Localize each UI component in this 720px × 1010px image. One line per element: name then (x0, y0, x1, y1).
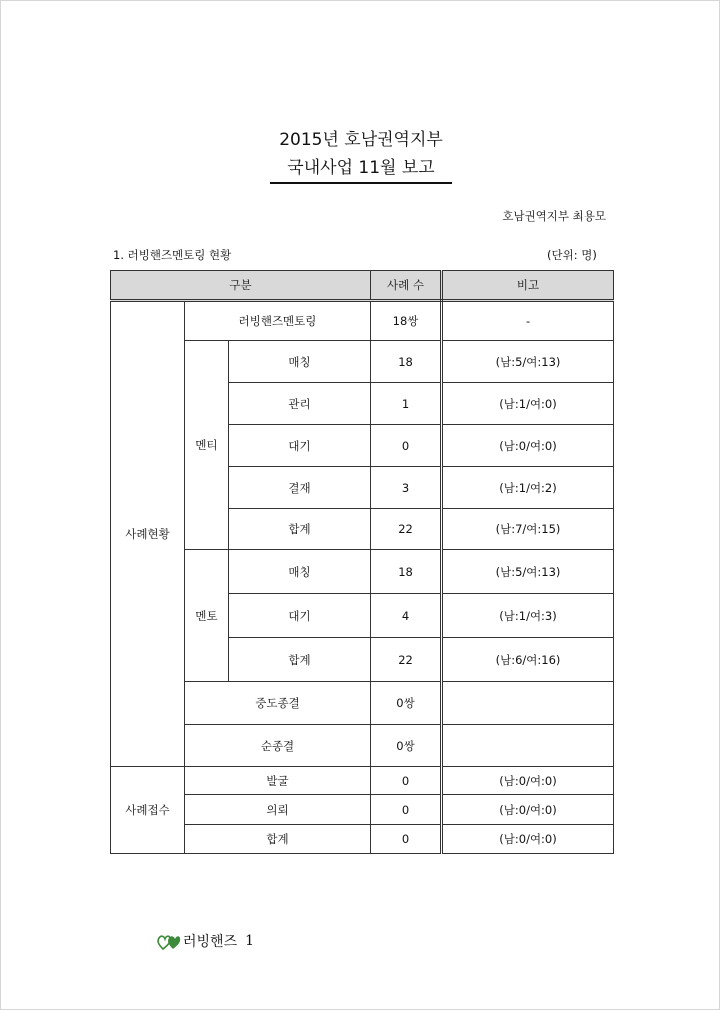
intake-row-remarks: (남:0/여:0) (442, 795, 614, 825)
mentee-row-cases: 3 (371, 467, 442, 509)
mentee-row-remarks: (남:1/여:2) (442, 467, 614, 509)
mentee-group-label: 멘티 (185, 341, 229, 550)
intake-row-cases: 0 (371, 795, 442, 825)
page-number: 1 (245, 933, 255, 949)
mentor-row-cases: 4 (371, 594, 442, 638)
mentoring-status-table (110, 270, 614, 854)
mentoring-remarks: - (442, 301, 614, 341)
mentor-row-label: 합계 (229, 638, 371, 682)
intake-row-remarks: (남:0/여:0) (442, 825, 614, 854)
mentee-row-cases: 0 (371, 425, 442, 467)
mentee-row-label: 결재 (229, 467, 371, 509)
table-row (111, 301, 614, 341)
header-remarks: 비고 (442, 271, 614, 301)
table-row (111, 725, 614, 767)
intake-row-cases: 0 (371, 767, 442, 795)
mentee-row-label: 합계 (229, 509, 371, 550)
normal-end-cases: 0쌍 (371, 725, 442, 767)
mentee-row-cases: 22 (371, 509, 442, 550)
midway-end-remarks (442, 682, 614, 725)
hearts-icon (157, 931, 181, 951)
mentee-row-cases: 1 (371, 383, 442, 425)
intake-group-label: 사례접수 (111, 767, 185, 854)
table-header-row (111, 271, 614, 301)
mentor-row-remarks: (남:1/여:3) (442, 594, 614, 638)
midway-end-label: 중도종결 (185, 682, 371, 725)
table-row (111, 550, 614, 594)
footer-logo (157, 931, 254, 951)
mentoring-label: 러빙핸즈멘토링 (185, 301, 371, 341)
mentee-row-remarks: (남:5/여:13) (442, 341, 614, 383)
section-heading: 1. 러빙핸즈멘토링 현황 (113, 248, 232, 262)
normal-end-label: 순종결 (185, 725, 371, 767)
intake-row-remarks: (남:0/여:0) (442, 767, 614, 795)
table-row (111, 682, 614, 725)
mentor-row-cases: 18 (371, 550, 442, 594)
table-row (111, 767, 614, 795)
intake-row-label: 의뢰 (185, 795, 371, 825)
report-title-year: 2015년 호남권역지부 (279, 130, 443, 150)
intake-row-label: 발굴 (185, 767, 371, 795)
report-title-main: 국내사업 11월 보고 (270, 153, 452, 184)
mentee-row-label: 매칭 (229, 341, 371, 383)
mentee-row-remarks: (남:1/여:0) (442, 383, 614, 425)
mentor-row-remarks: (남:6/여:16) (442, 638, 614, 682)
status-group-label: 사례현황 (111, 301, 185, 767)
unit-note: (단위: 명) (547, 248, 597, 262)
intake-row-label: 합계 (185, 825, 371, 854)
intake-row-cases: 0 (371, 825, 442, 854)
table-row (111, 825, 614, 854)
mentor-row-label: 매칭 (229, 550, 371, 594)
mentor-group-label: 멘토 (185, 550, 229, 682)
table-row (111, 341, 614, 383)
mentee-row-label: 대기 (229, 425, 371, 467)
mentor-row-cases: 22 (371, 638, 442, 682)
logo-text: 러빙핸즈 (183, 934, 238, 950)
mentee-row-remarks: (남:7/여:15) (442, 509, 614, 550)
mentee-row-cases: 18 (371, 341, 442, 383)
mentee-row-label: 관리 (229, 383, 371, 425)
header-category: 구분 (111, 271, 371, 301)
header-cases: 사례 수 (371, 271, 442, 301)
mentee-row-remarks: (남:0/여:0) (442, 425, 614, 467)
table-row (111, 795, 614, 825)
mentoring-cases: 18쌍 (371, 301, 442, 341)
normal-end-remarks (442, 725, 614, 767)
mentor-row-label: 대기 (229, 594, 371, 638)
mentor-row-remarks: (남:5/여:13) (442, 550, 614, 594)
report-author: 호남권역지부 최용모 (502, 209, 606, 223)
midway-end-cases: 0쌍 (371, 682, 442, 725)
